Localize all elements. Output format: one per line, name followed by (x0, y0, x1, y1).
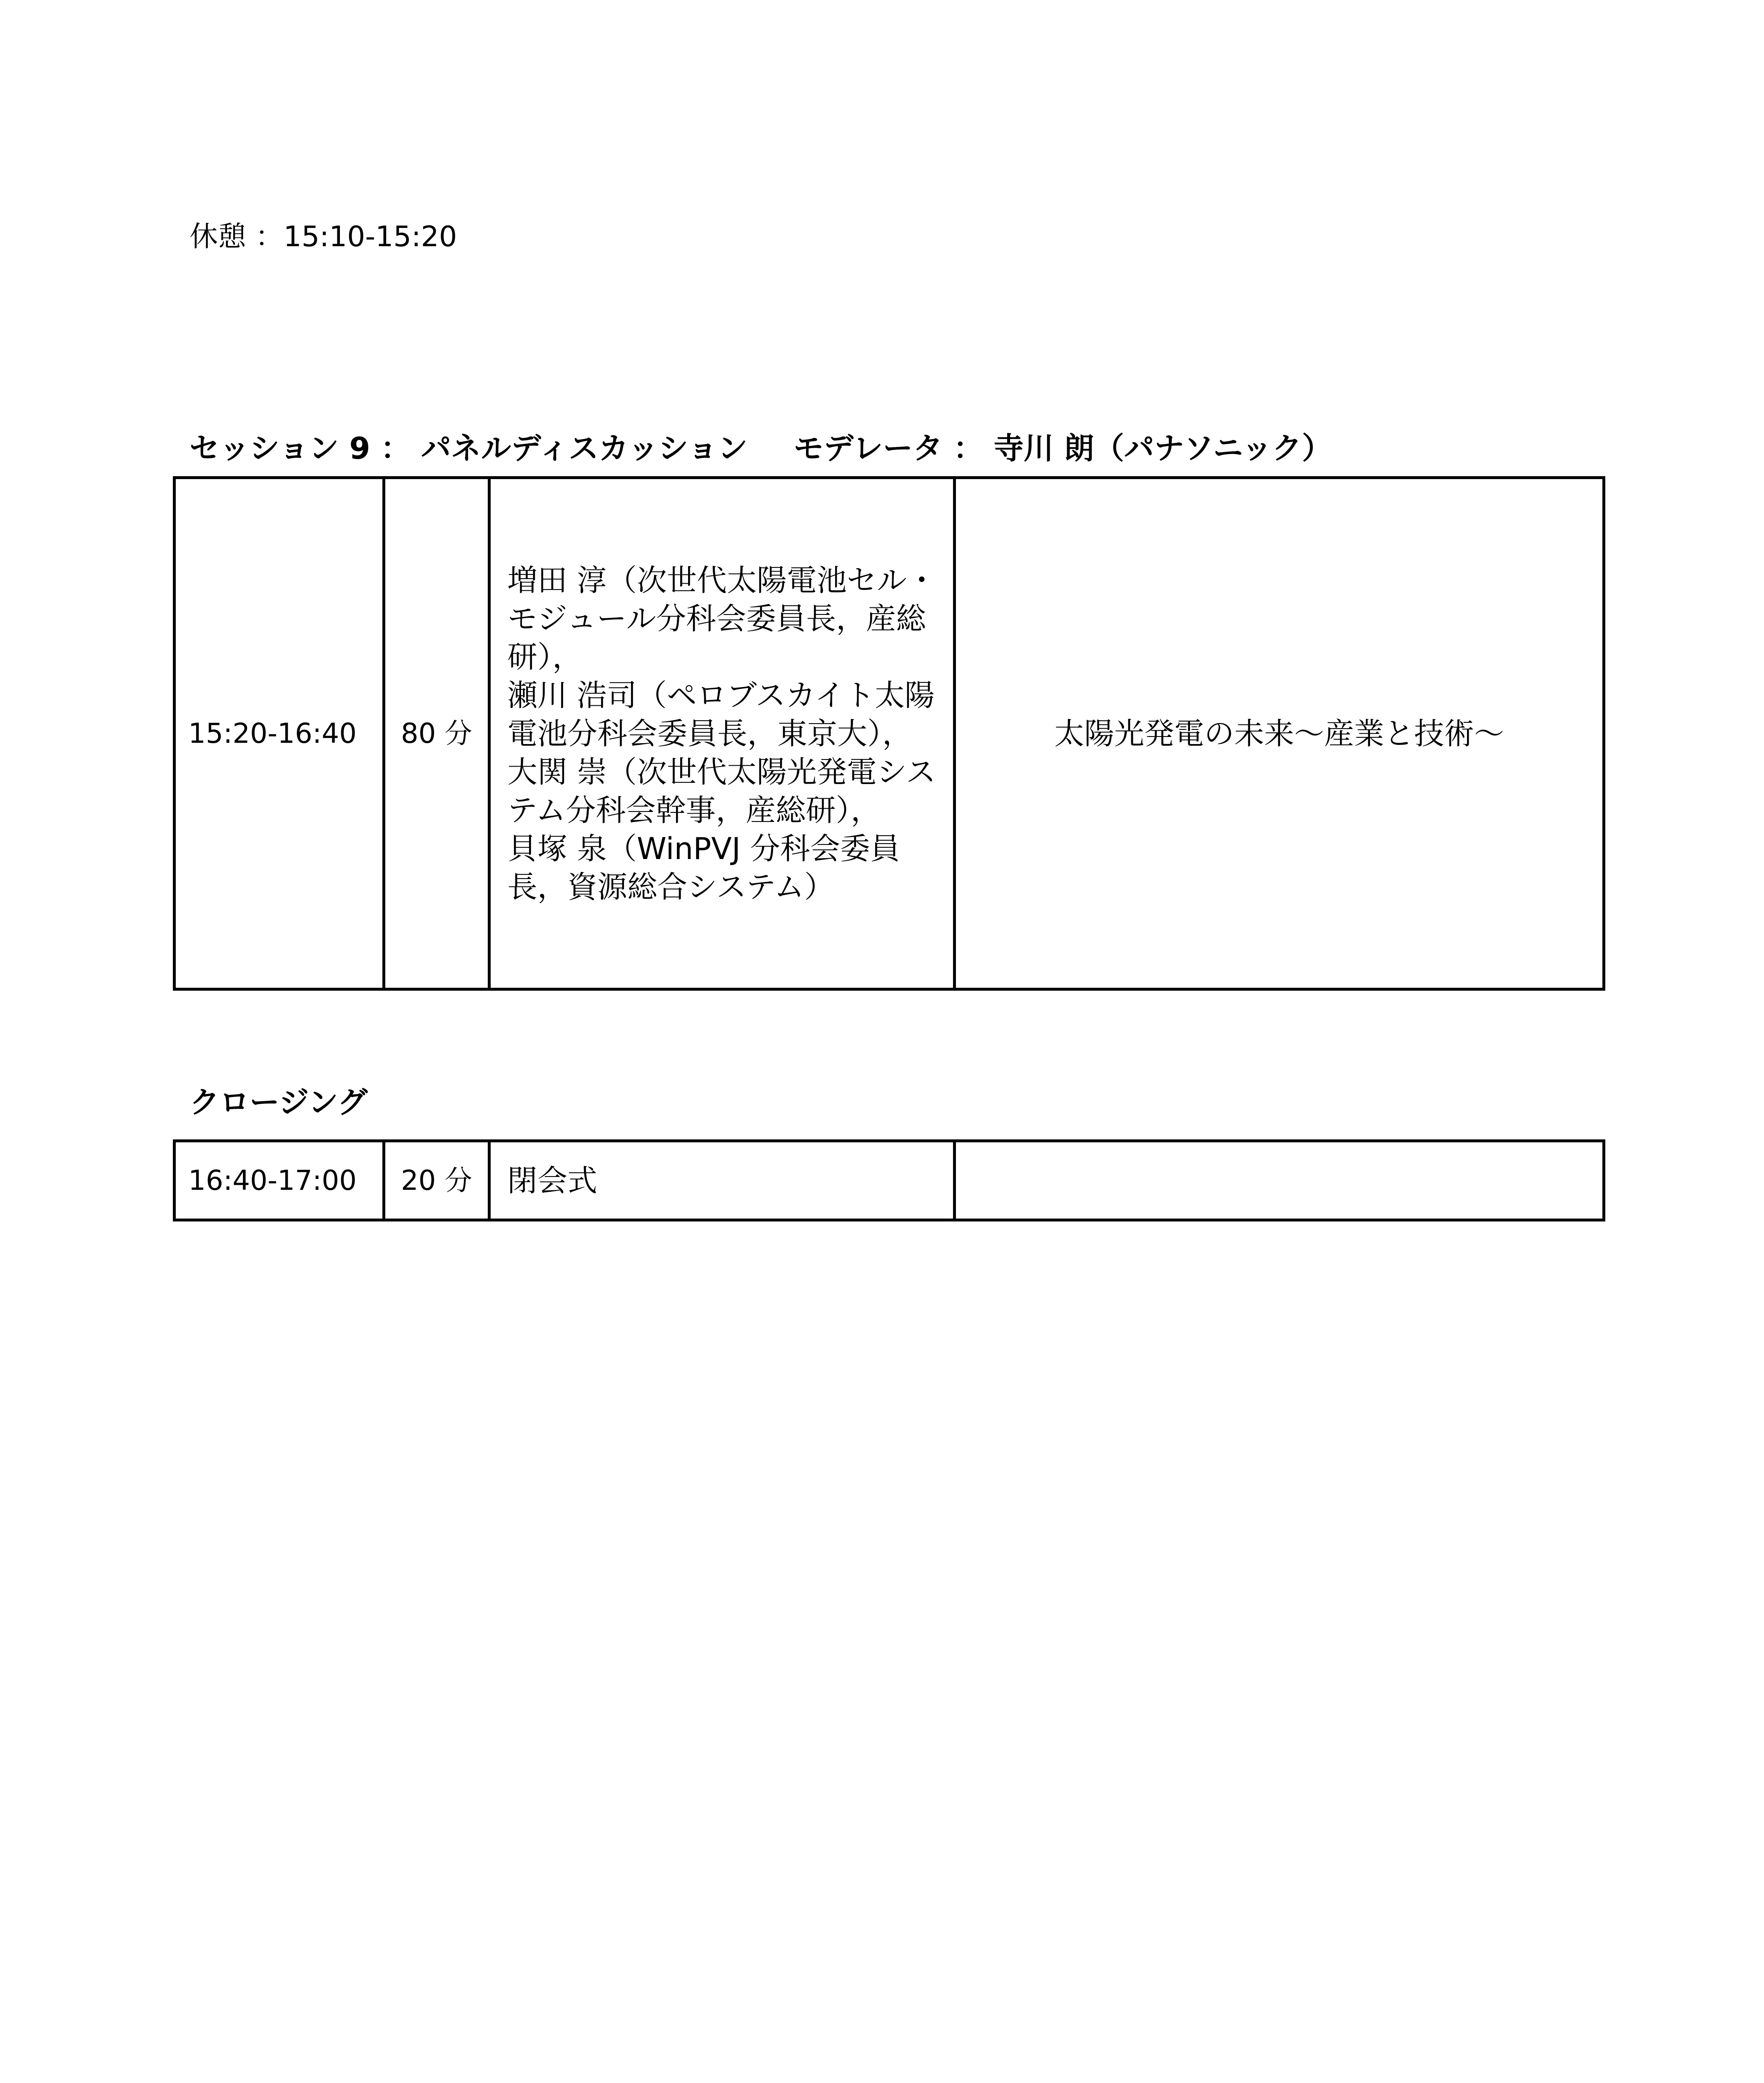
talk-title-cell: 太陽光発電の未来～産業と技術～ (955, 478, 1604, 989)
session-heading (190, 431, 1332, 466)
session-title: セッション 9 ： パネルディスカッション (190, 431, 748, 466)
session-moderator: モデレータ ： 寺川 朗（パナソニック） (793, 431, 1332, 466)
time-cell: 15:20-16:40 (175, 478, 384, 989)
speakers-cell (489, 478, 955, 989)
closing-ceremony-cell: 閉会式 (489, 1141, 955, 1220)
duration-cell: 80 分 (384, 478, 489, 989)
table-row (175, 1141, 1604, 1220)
empty-cell (955, 1141, 1604, 1220)
session-table (173, 476, 1605, 991)
speakers-text: 増田 淳（次世代太陽電池セル・モジュール分科会委員長，産総研）， 瀬川 浩司（ペロブスカイト太陽電池分科会委員長，東京大）， 大関 崇（次世代太陽光発電システム分科会幹事，産総研）， 貝塚 泉（WinPVJ 分科会委員長，資源総合システム） (507, 562, 937, 904)
closing-table (173, 1139, 1605, 1221)
table-row (175, 478, 1604, 989)
time-cell: 16:40-17:00 (175, 1141, 384, 1220)
break-time: 休憩 ：15:10-15:20 (190, 220, 457, 253)
duration-cell: 20 分 (384, 1141, 489, 1220)
closing-heading: クロージング (190, 1085, 368, 1120)
